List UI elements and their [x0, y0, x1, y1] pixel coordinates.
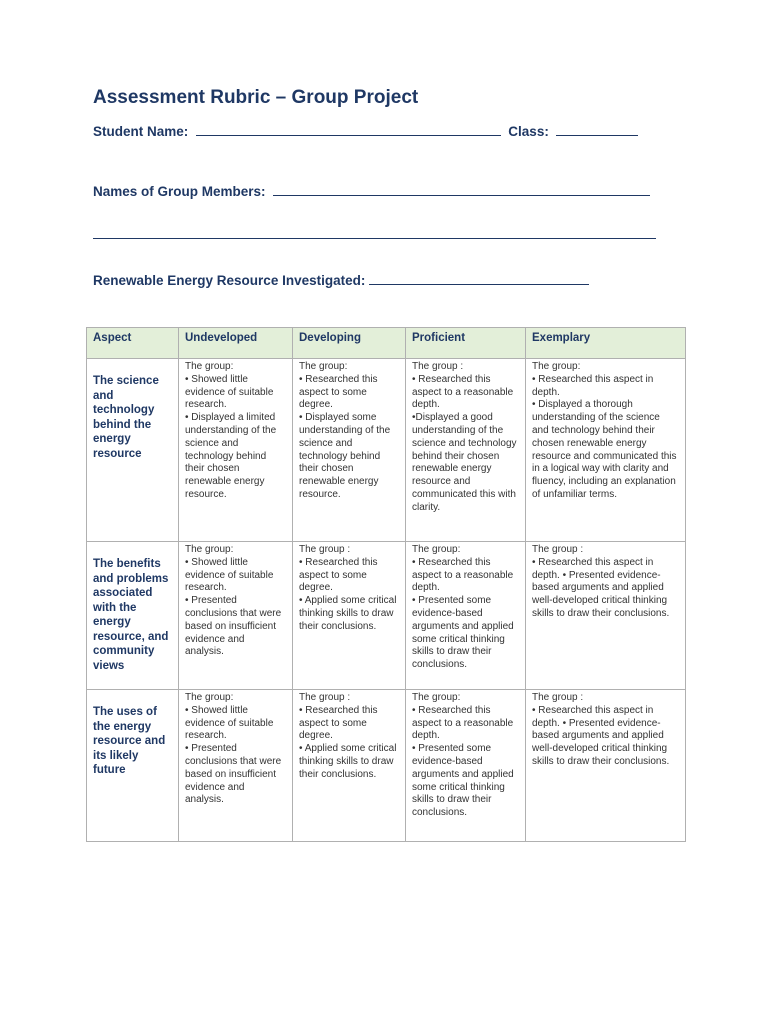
- cell-line: • Researched this aspect to a reasonable depth.: [412, 556, 514, 594]
- cell-line: • Researched this aspect to a reasonable depth.: [412, 704, 514, 742]
- resource-blank[interactable]: [369, 271, 589, 285]
- rubric-table: [86, 327, 686, 842]
- proficient-cell: [406, 690, 526, 842]
- header-proficient: Proficient: [406, 328, 526, 359]
- cell-line: • Displayed a thorough understanding of the science and technology behind their chosen renewable energy resource and communicated this in a logical way with clarity and fluency, including an explanation of unfamiliar terms.: [532, 399, 677, 500]
- cell-line: The group :: [299, 544, 351, 555]
- cell-line: The group:: [532, 361, 581, 372]
- header-developing: Developing: [293, 328, 406, 359]
- developing-cell: [293, 359, 406, 542]
- group-members-line: [93, 182, 650, 199]
- cell-line: • Researched this aspect in depth. • Presented evidence-based arguments and applied well-developed critical thinking skills to draw their conclusions.: [532, 704, 670, 767]
- cell-line: The group :: [532, 692, 584, 703]
- cell-line: • Showed little evidence of suitable research.: [185, 373, 274, 411]
- header-aspect: Aspect: [87, 328, 179, 359]
- aspect-cell: The science and technology behind the energy resource: [87, 359, 179, 542]
- cell-line: • Presented conclusions that were based on insufficient evidence and analysis.: [185, 743, 282, 806]
- cell-line: The group:: [185, 692, 234, 703]
- cell-line: • Researched this aspect to some degree.: [299, 556, 378, 594]
- cell-line: The group:: [412, 544, 461, 555]
- group-members-blank[interactable]: [273, 182, 650, 196]
- cell-line: • Researched this aspect in depth.: [532, 373, 654, 398]
- cell-line: • Displayed some understanding of the science and technology behind their chosen renewable energy resource.: [299, 412, 391, 500]
- developing-cell: [293, 542, 406, 690]
- cell-line: • Researched this aspect to some degree.: [299, 704, 378, 742]
- cell-line: •Displayed a good understanding of the science and technology behind their chosen renewable energy resource and communicated this with clarity.: [412, 412, 517, 513]
- exemplary-cell: [526, 359, 686, 542]
- resource-label: Renewable Energy Resource Investigated:: [93, 273, 366, 288]
- cell-line: • Displayed a limited understanding of the science and technology behind their chosen renewable energy resource.: [185, 412, 277, 500]
- student-name-label: Student Name:: [93, 124, 189, 139]
- aspect-cell: The benefits and problems associated with the energy resource, and community views: [87, 542, 179, 690]
- group-members-blank-2[interactable]: [93, 225, 656, 239]
- cell-line: • Applied some critical thinking skills to draw their conclusions.: [299, 743, 397, 780]
- rubric-header-row: [87, 328, 686, 359]
- cell-line: The group :: [299, 692, 351, 703]
- exemplary-cell: [526, 690, 686, 842]
- aspect-cell: The uses of the energy resource and its likely future: [87, 690, 179, 842]
- cell-line: The group:: [412, 692, 461, 703]
- cell-line: The group:: [185, 361, 234, 372]
- undeveloped-cell: [179, 359, 293, 542]
- cell-line: The group :: [412, 361, 464, 372]
- cell-line: • Presented some evidence-based arguments and applied some critical thinking skills to draw their conclusions.: [412, 743, 514, 819]
- cell-line: • Researched this aspect in depth. • Presented evidence-based arguments and applied well-developed critical thinking skills to draw their conclusions.: [532, 556, 670, 619]
- undeveloped-cell: [179, 690, 293, 842]
- cell-line: • Presented conclusions that were based on insufficient evidence and analysis.: [185, 595, 282, 658]
- cell-line: • Researched this aspect to a reasonable depth.: [412, 373, 514, 411]
- undeveloped-cell: [179, 542, 293, 690]
- table-row: [87, 542, 686, 690]
- developing-cell: [293, 690, 406, 842]
- cell-line: • Showed little evidence of suitable research.: [185, 704, 274, 742]
- header-exemplary: Exemplary: [526, 328, 686, 359]
- cell-line: The group:: [185, 544, 234, 555]
- cell-line: • Applied some critical thinking skills to draw their conclusions.: [299, 595, 397, 632]
- class-blank[interactable]: [556, 122, 638, 136]
- table-row: [87, 690, 686, 842]
- group-members-continuation-line: [93, 225, 656, 242]
- proficient-cell: [406, 542, 526, 690]
- class-label: Class:: [508, 124, 549, 139]
- table-row: [87, 359, 686, 542]
- student-name-blank[interactable]: [196, 122, 501, 136]
- proficient-cell: [406, 359, 526, 542]
- header-undeveloped: Undeveloped: [179, 328, 293, 359]
- cell-line: • Showed little evidence of suitable research.: [185, 556, 274, 594]
- group-members-label: Names of Group Members:: [93, 184, 266, 199]
- cell-line: • Presented some evidence-based arguments and applied some critical thinking skills to draw their conclusions.: [412, 595, 514, 671]
- exemplary-cell: [526, 542, 686, 690]
- cell-line: • Researched this aspect to some degree.: [299, 373, 378, 411]
- cell-line: The group :: [532, 544, 584, 555]
- page-title: Assessment Rubric – Group Project: [93, 87, 419, 108]
- resource-line: [93, 271, 589, 288]
- cell-line: The group:: [299, 361, 348, 372]
- student-name-line: [93, 122, 638, 139]
